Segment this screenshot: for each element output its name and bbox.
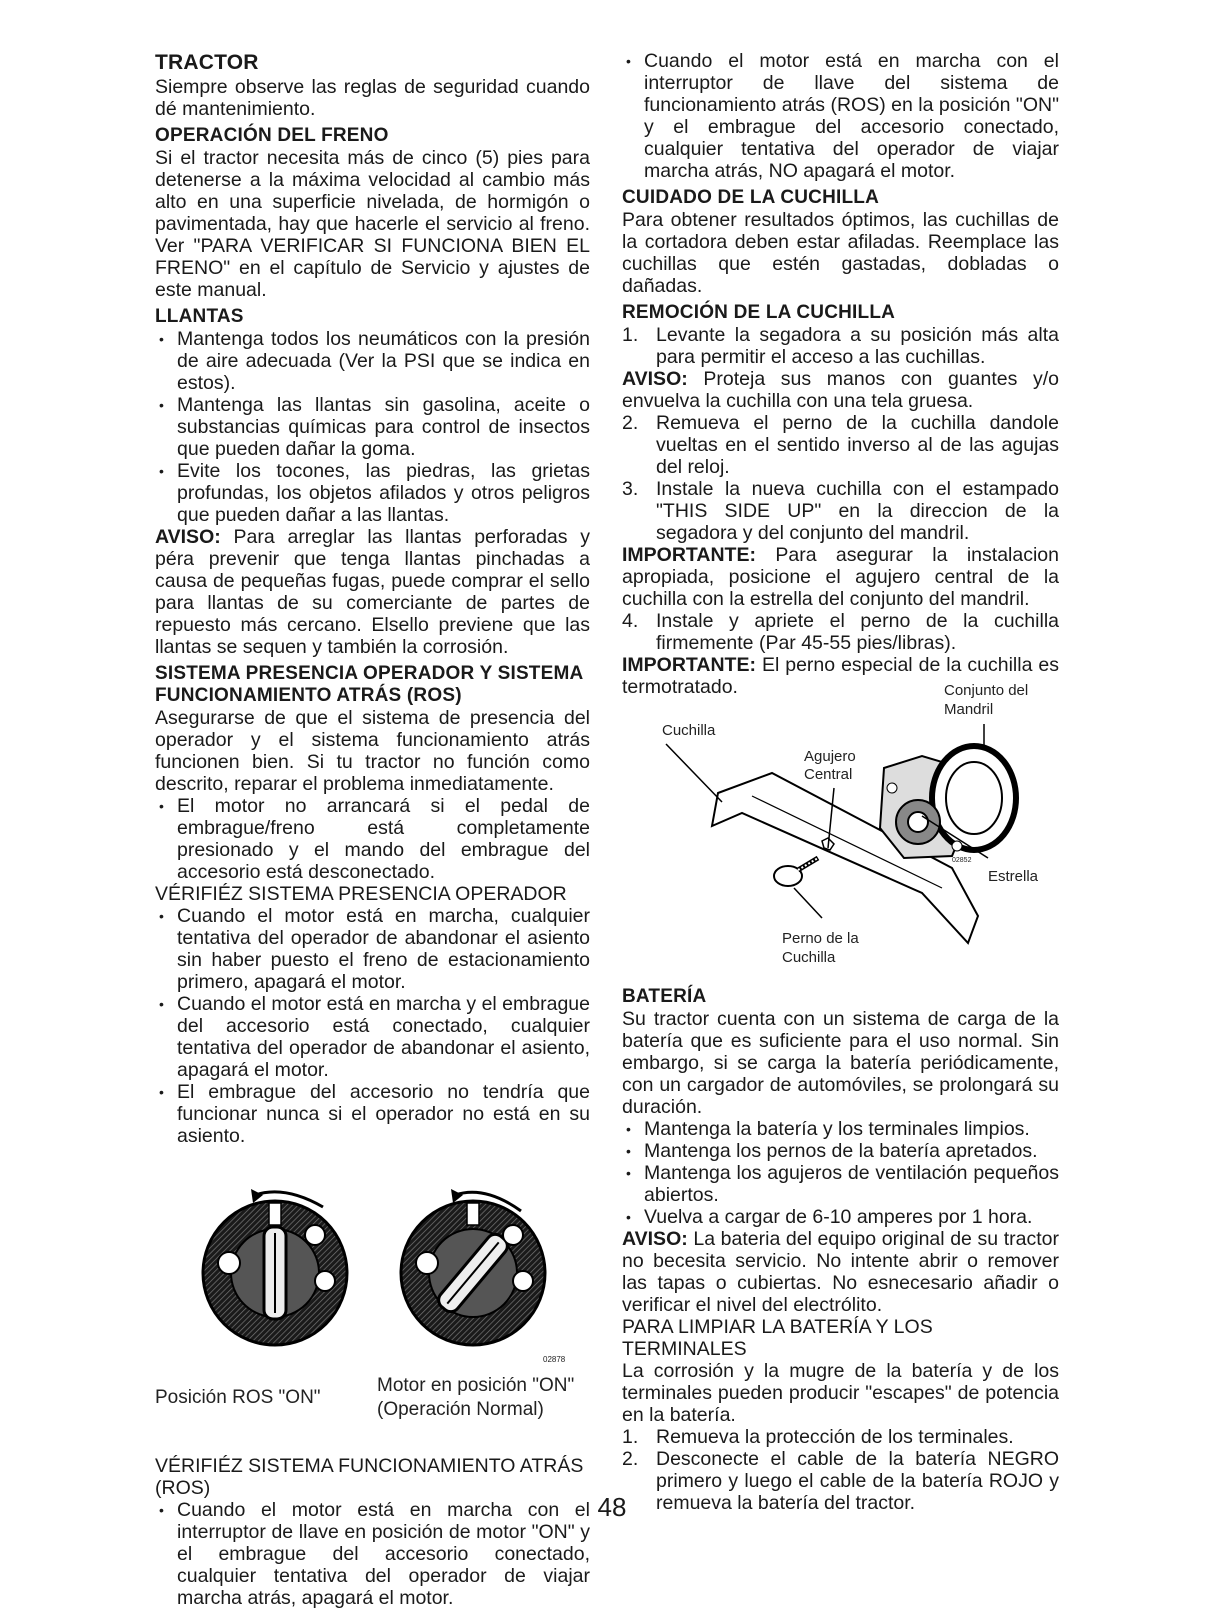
blade-figure [622,682,1059,986]
blade-notice [622,368,1059,412]
page-number: 48 [597,1492,627,1522]
motor-on-switch [401,1201,545,1345]
blade-step-1 [622,324,1059,368]
blade-step-4 [622,610,1059,654]
clean-step-1 [622,1426,1059,1448]
ros-on-switch [203,1201,347,1345]
tires-bullet: • Evite los tocones, las piedras, las grietas profundas, los objetos afilados y otros peligros que pueden dañar a las llantas. [155,460,590,526]
important-label: IMPORTANTE: [622,654,756,676]
fig-code: 02852 [952,857,972,864]
notice-label: AVISO: [622,368,688,390]
tractor-intro: Siempre observe las reglas de seguridad cuando dé mantenimiento. [155,76,590,120]
notice-text: Proteja sus manos con guantes y/o envuelva la cuchilla con una tela gruesa. [622,368,1060,412]
label-bolt-1: Perno de la [782,930,859,947]
tires-notice-label: AVISO: [155,526,221,548]
step-text: Remueva el perno de la cuchilla dandole vueltas en el sentido inverso al de las agujas del reloj. [656,412,1059,478]
ros-off-bullet: • Cuando el motor está en marcha con el interruptor de llave del sistema de funcionamiento atrás (ROS) en la posición "ON" y el embrague del accesorio conectado, cualquier tentativa del operador de viajar marcha atrás, NO apagará el motor. [622,50,1059,182]
verify-ros-title: VÉRIFIÉZ SISTEMA FUNCIONAMIENTO ATRÁS (ROS) [155,1455,584,1499]
blade-care-title: CUIDADO DE LA CUCHILLA [622,187,880,208]
step-text: Desconecte el cable de la batería NEGRO primero y luego el cable de la batería ROJO y remueva la batería del tractor. [656,1448,1059,1514]
ignition-switch-illustration [155,1155,590,1375]
brake-text: Si el tractor necesita más de cinco (5) pies para detenerse a la máxima velocidad al cambio más alto en una superficie nivelada, de hormigón o pavimentada, hay que hacerle el servicio al freno. Ver "PARA VERIFICAR SI FUNCIONA BIEN EL FRENO" en el capítulo de Servicio y ajustes de este manual. [155,147,590,301]
tires-notice-text: Para arreglar las llantas perforadas y péra prevenir que tenga llantas pinchadas a causa de pequeñas fugas, puede comprar el sello para llantas de su comerciante de partes de repuesto más cercano. Elsello previene que las llantas se sequen y también la corrosión. [155,526,591,658]
blade-removal-title: REMOCIÓN DE LA CUCHILLA [622,302,896,323]
figure-code: 02878 [543,1355,566,1364]
step-text: Instale y apriete el perno de la cuchilla firmemente (Par 45-55 pies/libras). [656,610,1059,654]
ros-bullet: • El motor no arrancará si el pedal de embrague/freno está completamente presionado y el mando del embrague del accesorio está desconectado. [155,795,590,883]
important-note-1 [622,544,1059,610]
brake-title: OPERACIÓN DEL FRENO [155,125,389,146]
blade-bolt [774,858,818,886]
step-number: 3. [622,478,639,500]
clean-text: La corrosión y la mugre de la batería y de los terminales pueden producir "escapes" de potencia en la batería. [622,1360,1059,1426]
battery-bullet: • Vuelva a cargar de 6-10 amperes por 1 hora. [622,1206,1059,1228]
label-bolt-2: Cuchilla [782,949,836,966]
verify-presence-bullet: • Cuando el motor está en marcha, cualquier tentativa del operador de abandonar el asiento sin haber puesto el freno de estacionamiento primero, apagará el motor. [155,905,590,993]
tires-bullet: • Mantenga las llantas sin gasolina, aceite o substancias químicas para control de insectos que pueden dañar la goma. [155,394,590,460]
caption-ros-on: Posición ROS "ON" [155,1387,321,1408]
right-column [622,50,1059,1514]
verify-presence-bullet: • El embrague del accesorio no tendría que funcionar nunca si el operador no está en su asiento. [155,1081,590,1147]
tires-notice [155,526,590,658]
battery-notice-text: La bateria del equipo original de su tractor no becesita servicio. No intente abrir o remover las tapas o cubiertas. No esnecesario añadir o verificar el nivel del electrólito. [622,1228,1059,1316]
tires-title: LLANTAS [155,306,244,327]
label-star: Estrella [988,868,1039,885]
step-text: Remueva la protección de los terminales. [656,1426,1014,1448]
battery-text: Su tractor cuenta con un sistema de carga de la batería que es suficiente para el uso normal. Sin embargo, si se carga la batería periódicamente, con un cargador de automóviles, se prolongará su duración. [622,1008,1059,1118]
caption-motor-on: Motor en posición "ON" [377,1375,575,1396]
caption-normal-operation: (Operación Normal) [377,1399,544,1420]
spindle-assembly [880,746,1016,858]
label-blade: Cuchilla [662,722,716,739]
verify-presence-bullet: • Cuando el motor está en marcha y el embrague del accesorio está conectado, cualquier tentativa del operador de abandonar el asiento, apagará el motor. [155,993,590,1081]
label-spindle-2: Mandril [944,701,994,718]
step-number: 1. [622,324,639,346]
important-label: IMPORTANTE: [622,544,756,566]
step-number: 4. [622,610,639,632]
battery-notice [622,1228,1059,1316]
blade-step-2 [622,412,1059,478]
blade-care-text: Para obtener resultados óptimos, las cuchillas de la cortadora deben estar afiladas. Reemplace las cuchillas que estén gastadas, dobladas o dañadas. [622,209,1059,297]
battery-notice-label: AVISO: [622,1228,688,1250]
step-number: 2. [622,412,639,434]
label-center-hole-1: Agujero [804,748,856,765]
clean-title: PARA LIMPIAR LA BATERÍA Y LOS TERMINALES [622,1316,933,1360]
important-text: El perno especial de la cuchilla es termotratado. [622,654,1059,698]
step-number: 1. [622,1426,639,1448]
label-spindle-1: Conjunto del [944,682,1029,699]
step-text: Levante la segadora a su posición más alta para permitir el acceso a las cuchillas. [656,324,1059,368]
tires-bullet: • Mantenga todos los neumáticos con la presión de aire adecuada (Ver la PSI que se indica en estos). [155,328,590,394]
left-column [155,50,590,1609]
verify-ros-bullet: • Cuando el motor está en marcha con el interruptor de llave en posición de motor "ON" y el embrague del accesorio conectado, cualquier tentativa del operador de viajar marcha atrás, apagará el motor. [155,1499,590,1609]
step-number: 2. [622,1448,639,1470]
ignition-figure [155,1155,590,1455]
battery-bullet: • Mantenga los pernos de la batería apretados. [622,1140,1059,1162]
battery-bullet: • Mantenga la batería y los terminales limpios. [622,1118,1059,1140]
ros-title: SISTEMA PRESENCIA OPERADOR Y SISTEMA FUNCIONAMIENTO ATRÁS (ROS) [155,663,583,706]
ros-text: Asegurarse de que el sistema de presencia del operador y el sistema funcionamiento atrás funcionen bien. Si tu tractor no función como descrito, reparar el problema inmediatamente. [155,707,590,795]
battery-title: BATERÍA [622,986,707,1007]
tractor-title: TRACTOR [155,51,259,74]
label-center-hole-2: Central [804,766,853,783]
important-text: Para asegurar la instalacion apropiada, posicione el agujero central de la cuchilla con la estrella del conjunto del mandril. [622,544,1059,610]
battery-bullet: • Mantenga los agujeros de ventilación pequeños abiertos. [622,1162,1059,1206]
verify-presence-title: VÉRIFIÉZ SISTEMA PRESENCIA OPERADOR [155,883,567,905]
blade-step-3 [622,478,1059,544]
step-text: Instale la nueva cuchilla con el estampado "THIS SIDE UP" en la direccion de la segadora y del conjunto del mandril. [656,478,1059,544]
